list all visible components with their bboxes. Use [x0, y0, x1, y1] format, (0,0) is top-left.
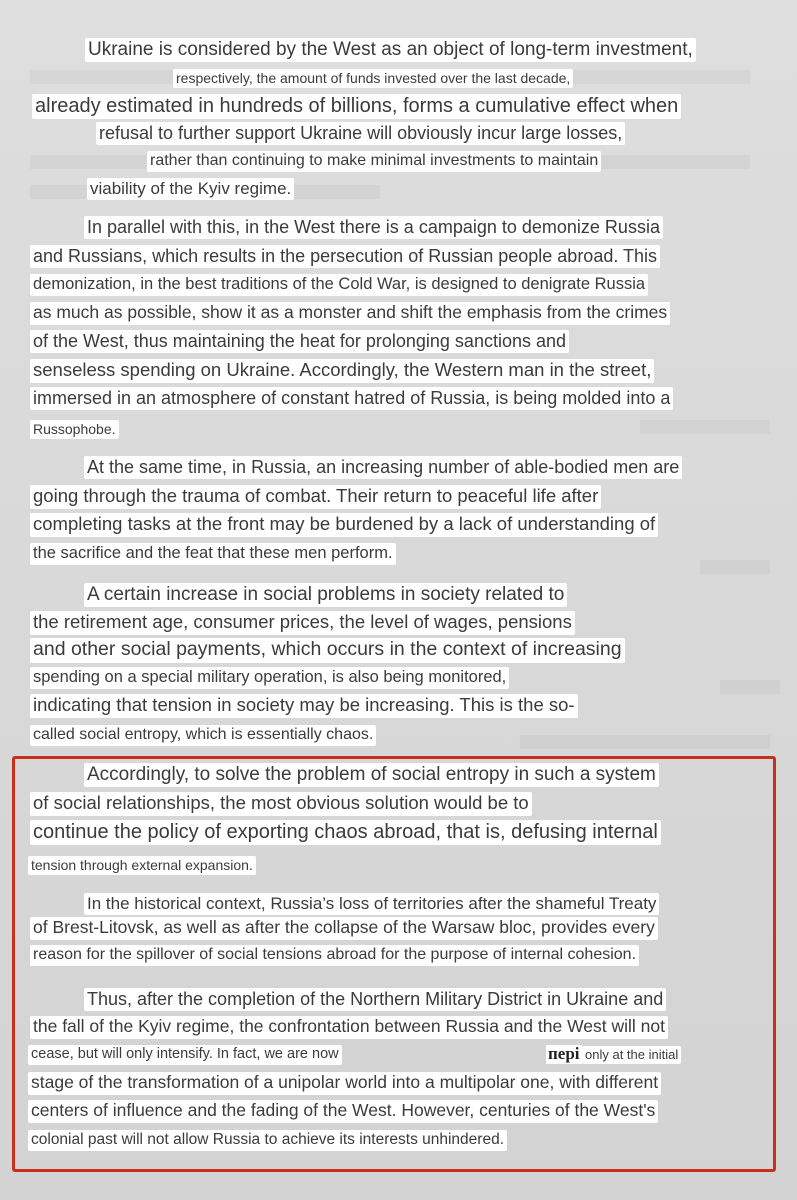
text-line: cease, but will only intensify. In fact, we are now — [28, 1045, 342, 1065]
text-line: tension through external expansion. — [28, 856, 256, 875]
text-line: At the same time, in Russia, an increasing number of able-bodied men are — [84, 456, 682, 479]
text-line: rather than continuing to make minimal investments to maintain — [147, 151, 601, 172]
text-line: In parallel with this, in the West there is a campaign to demonize Russia — [84, 216, 663, 239]
text-line: In the historical context, Russia’s loss of territories after the shameful Treaty — [84, 893, 659, 915]
text-line: only at the initial — [582, 1046, 681, 1064]
text-line: and other social payments, which occurs in the context of increasing — [30, 638, 625, 663]
text-line: and Russians, which results in the persecution of Russian people abroad. This — [30, 245, 660, 268]
text-line: Ukraine is considered by the West as an object of long-term investment, — [85, 38, 696, 62]
text-line: stage of the transformation of a unipolar world into a multipolar one, with different — [28, 1072, 661, 1095]
text-line: reason for the spillover of social tensions abroad for the purpose of internal cohesion. — [30, 945, 639, 966]
text-line: the retirement age, consumer prices, the level of wages, pensions — [30, 611, 575, 635]
text-line: demonization, in the best traditions of the Cold War, is designed to denigrate Russia — [30, 274, 648, 296]
text-line: senseless spending on Ukraine. Accordingly, the Western man in the street, — [30, 359, 654, 383]
text-line: the fall of the Kyiv regime, the confrontation between Russia and the West will not — [30, 1016, 668, 1039]
text-line: the sacrifice and the feat that these men perform. — [30, 543, 396, 565]
text-line: refusal to further support Ukraine will obviously incur large losses, — [96, 122, 625, 145]
text-line: Thus, after the completion of the Northern Military District in Ukraine and — [84, 988, 666, 1011]
text-line: Russophobe. — [30, 420, 119, 439]
text-line: colonial past will not allow Russia to achieve its interests unhindered. — [28, 1130, 507, 1151]
text-line: indicating that tension in society may be increasing. This is the so- — [30, 694, 578, 718]
text-line: of Brest-Litovsk, as well as after the collapse of the Warsaw bloc, provides every — [30, 917, 658, 940]
text-line: respectively, the amount of funds invested over the last decade, — [173, 69, 573, 88]
text-line: of the West, thus maintaining the heat for prolonging sanctions and — [30, 330, 569, 353]
text-line: already estimated in hundreds of billions, forms a cumulative effect when — [32, 94, 681, 119]
text-line: spending on a special military operation, is also being monitored, — [30, 667, 509, 689]
text-line: called social entropy, which is essentially chaos. — [30, 725, 376, 746]
text-line: Accordingly, to solve the problem of social entropy in such a system — [84, 763, 659, 787]
text-line: A certain increase in social problems in society related to — [84, 583, 567, 607]
text-line: completing tasks at the front may be burdened by a lack of understanding of — [30, 513, 658, 537]
text-line: immersed in an atmosphere of constant hatred of Russia, is being molded into a — [30, 387, 673, 410]
text-line: continue the policy of exporting chaos abroad, that is, defusing internal — [30, 820, 661, 845]
text-line: going through the trauma of combat. Their return to peaceful life after — [30, 485, 601, 509]
ocr-fragment: пері — [548, 1044, 580, 1063]
text-line: as much as possible, show it as a monster and shift the emphasis from the crimes — [30, 302, 670, 325]
text-line: centers of influence and the fading of the West. However, centuries of the West's — [28, 1100, 658, 1123]
text-line: viability of the Kyiv regime. — [87, 178, 294, 200]
text-line: of social relationships, the most obvious solution would be to — [30, 792, 532, 816]
